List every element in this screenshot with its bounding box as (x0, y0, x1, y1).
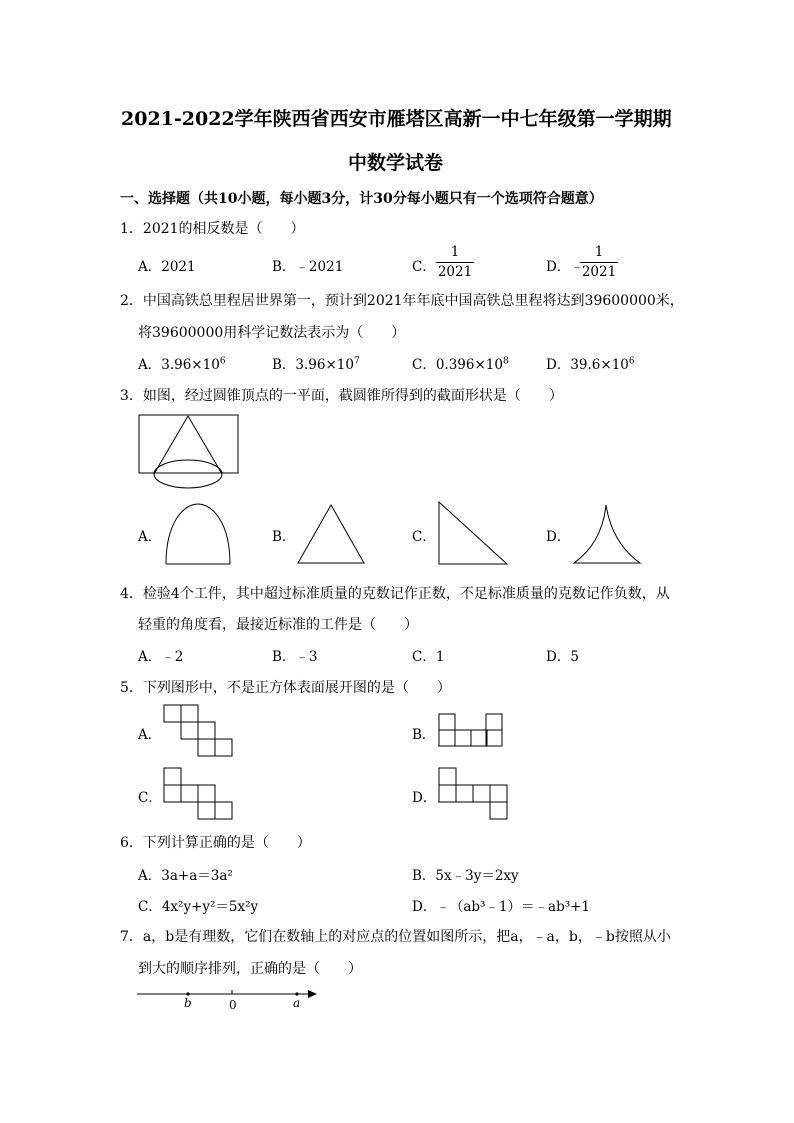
number-line-label-b: b (184, 996, 192, 1010)
question-7-stem-line1: 7．a，b是有理数，它们在数轴上的对应点的位置如图所示，把a，﹣a，b，﹣b按照从小 (120, 929, 671, 945)
curved-triangle-shape (574, 505, 640, 563)
net-square (490, 802, 507, 819)
fraction-denominator: 2021 (437, 264, 473, 280)
fraction-numerator: 1 (450, 244, 460, 260)
q3-option-b-triangle (296, 503, 368, 565)
option-exponent: 6 (219, 356, 226, 367)
q3-option-a-arch-shape (164, 502, 234, 566)
q5-option-d-label: D． (412, 790, 437, 806)
fraction-numerator: 1 (594, 244, 604, 260)
cone-left-edge (154, 416, 188, 474)
option-base: C．0.396×10 (412, 357, 503, 373)
q3-option-a-label: A． (138, 529, 162, 545)
net-square (164, 705, 181, 722)
q4-option-c: C．1 (412, 649, 445, 665)
cone-base-ellipse (154, 460, 222, 488)
net-square (164, 785, 181, 802)
q5-option-b-net (438, 713, 504, 747)
net-square (181, 705, 198, 722)
q4-option-a: A．﹣2 (138, 649, 184, 665)
net-square (486, 730, 502, 746)
page-title-line1: 2021-2022学年陕西省西安市雁塔区高新一中七年级第一学期期 (121, 108, 672, 130)
fraction-bar (580, 262, 618, 263)
right-triangle-shape (439, 502, 507, 564)
arch-curve (166, 504, 230, 564)
cutting-plane (139, 415, 238, 473)
q6-option-b: B．5x﹣3y＝2xy (412, 868, 519, 884)
net-square (198, 785, 215, 802)
q4-option-d: D．5 (546, 649, 579, 665)
option-base: A．3.96×10 (138, 357, 220, 373)
q3-cone-figure (138, 414, 240, 490)
cone-right-edge (188, 416, 222, 474)
net-square (439, 768, 456, 785)
section-header: 一、选择题（共10小题，每小题3分，计30分每小题只有一个选项符合题意） (120, 191, 603, 207)
q7-number-line (137, 986, 319, 1012)
option-exponent: 6 (628, 356, 635, 367)
net-square (471, 730, 487, 746)
q1-option-c-label: C． (412, 259, 436, 275)
q1-option-a: A．2021 (138, 259, 196, 275)
triangle-shape (298, 505, 364, 563)
q2-option-c (412, 353, 509, 373)
option-exponent: 8 (502, 356, 509, 367)
fraction-bar (436, 262, 474, 263)
q5-option-c-label: C． (138, 790, 162, 806)
question-7-stem-line2: 到大的顺序排列，正确的是（ ） (138, 961, 362, 977)
option-base: B．3.96×10 (272, 357, 354, 373)
net-square (198, 802, 215, 819)
q1-option-b: B．﹣2021 (272, 259, 344, 275)
q1-option-d-fraction (580, 244, 618, 280)
question-5-stem: 5．下列图形中，不是正方体表面展开图的是（ ） (120, 680, 451, 696)
net-square (439, 730, 455, 746)
q3-option-c-right-triangle (437, 500, 509, 566)
q3-option-b-label: B． (272, 529, 296, 545)
fraction-denominator: 2021 (581, 264, 617, 280)
option-base: D．39.6×10 (546, 357, 629, 373)
question-4-stem-line2: 轻重的角度看，最接近标准的工件是（ ） (138, 617, 418, 633)
number-line-label-a: a (293, 996, 301, 1010)
net-square (215, 739, 232, 756)
q2-option-d (546, 353, 635, 373)
q2-option-a (138, 353, 226, 373)
question-4-stem-line1: 4．检验4个工件，其中超过标准质量的克数记作正数，不足标准质量的克数记作负数，从 (120, 586, 670, 602)
question-1-stem: 1．2021的相反数是（ ） (120, 221, 305, 237)
page-title-line2: 中数学试卷 (348, 152, 444, 174)
net-square (198, 739, 215, 756)
net-square (455, 730, 471, 746)
question-6-stem: 6．下列计算正确的是（ ） (120, 835, 311, 851)
option-exponent: 7 (353, 356, 360, 367)
net-square (215, 802, 232, 819)
net-square (439, 714, 455, 730)
net-square (181, 722, 198, 739)
q4-option-b: B．﹣3 (272, 649, 318, 665)
q5-option-b-label: B． (412, 727, 436, 743)
question-2-stem-line1: 2．中国高铁总里程居世界第一，预计到2021年年底中国高铁总里程将达到39600000米， (120, 293, 684, 309)
net-square (439, 785, 456, 802)
q2-option-b (272, 353, 360, 373)
net-square (456, 785, 473, 802)
net-square (473, 785, 490, 802)
q1-option-c-fraction (436, 244, 474, 280)
q6-option-a: A．3a+a＝3a² (138, 868, 233, 884)
net-square (490, 785, 507, 802)
q5-option-a-label: A． (138, 727, 162, 743)
q6-option-c: C．4x²y+y²＝5x²y (138, 899, 259, 915)
q5-option-d-net (438, 767, 510, 821)
q3-option-d-curved-triangle (572, 503, 644, 565)
number-line-arrow-icon (308, 990, 317, 998)
question-3-stem: 3．如图，经过圆锥顶点的一平面，截圆锥所得到的截面形状是（ ） (120, 388, 563, 404)
q5-option-c-net (163, 767, 233, 821)
net-square (486, 714, 502, 730)
number-line-label-0: 0 (229, 998, 237, 1012)
q5-option-a-net (163, 704, 233, 758)
q1-option-d-label: D．﹣ (546, 259, 584, 275)
net-square (198, 722, 215, 739)
q3-option-c-label: C． (412, 529, 436, 545)
question-2-stem-line2: 将39600000用科学记数法表示为（ ） (138, 325, 406, 341)
q6-option-d: D．﹣（ab³﹣1）＝﹣ab³+1 (412, 899, 591, 915)
q3-option-d-label: D． (546, 529, 571, 545)
net-square (164, 768, 181, 785)
net-square (181, 785, 198, 802)
